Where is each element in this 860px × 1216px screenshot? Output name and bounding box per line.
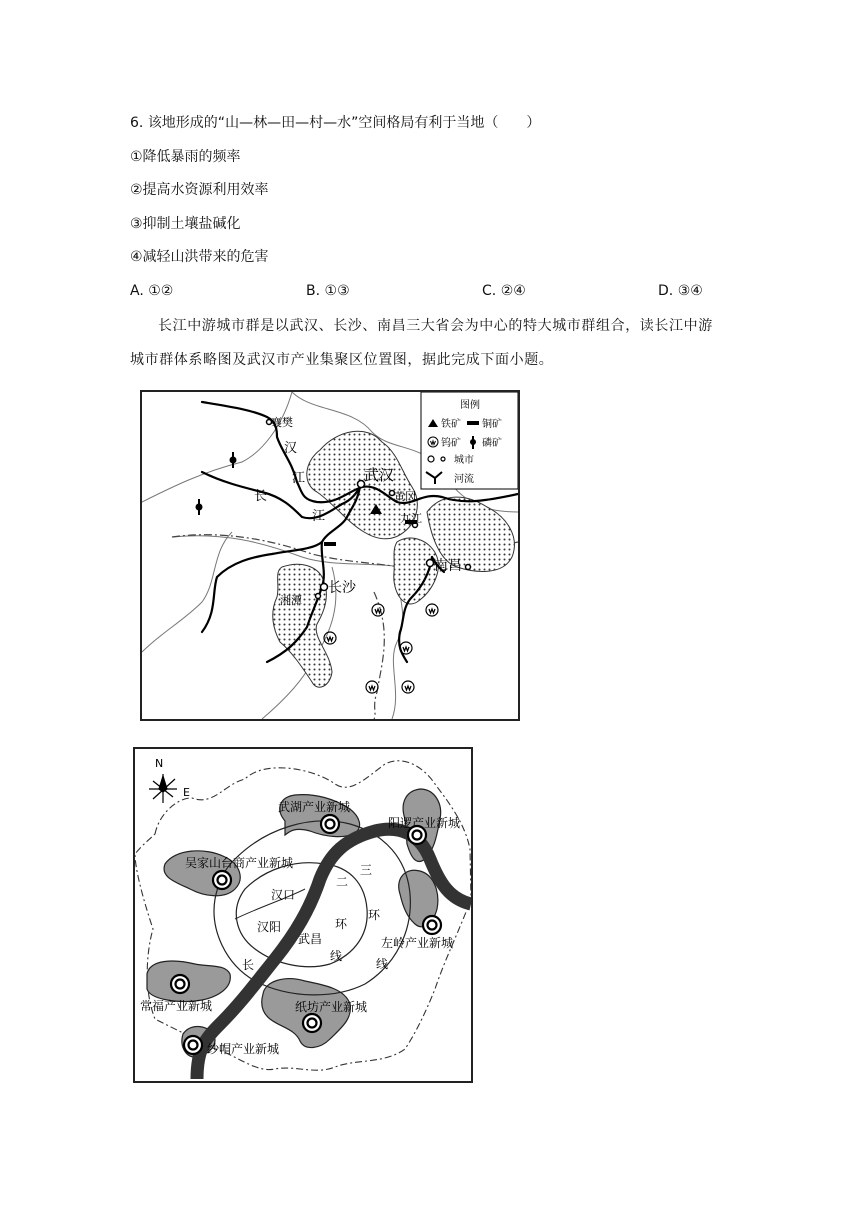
marker-zhifang xyxy=(303,1014,321,1032)
label-wuhan: 武汉 xyxy=(364,466,395,484)
option-d-label: D. xyxy=(658,283,674,299)
option-b[interactable] xyxy=(306,282,350,300)
compass-n: N xyxy=(155,757,164,770)
label-wujiashan: 吴家山台商产业新城 xyxy=(185,856,294,870)
label-zhifang: 纸坊产业新城 xyxy=(295,1000,368,1014)
label-shamao: 纱帽产业新城 xyxy=(207,1042,280,1056)
label-jiujiang: 九江 xyxy=(400,512,422,525)
legend-phosphorus: 磷矿 xyxy=(482,438,502,449)
question-stem xyxy=(130,114,540,132)
option-a-label: A. xyxy=(130,283,144,299)
city-cluster-map xyxy=(140,390,520,721)
statement-4: ④减轻山洪带来的危害 xyxy=(130,249,269,265)
label-san: 三 xyxy=(360,863,373,877)
option-c-label: C. xyxy=(482,283,497,299)
label-xian2: 线 xyxy=(376,957,389,971)
label-changfu: 常福产业新城 xyxy=(140,999,213,1013)
label-nanchang: 南昌 xyxy=(434,558,462,574)
compass-icon xyxy=(149,774,177,803)
legend-river: 河流 xyxy=(454,474,474,485)
label-huan1: 环 xyxy=(335,917,348,931)
option-c[interactable] xyxy=(482,282,526,300)
legend-copper-icon xyxy=(467,421,479,425)
option-a-text: ①② xyxy=(148,283,174,299)
label-chang: 长 xyxy=(254,489,268,504)
label-yangluo: 阳逻产业新城 xyxy=(388,816,461,830)
marker-wuhu xyxy=(321,815,339,833)
label-xian1: 线 xyxy=(330,949,343,963)
statement-1: ①降低暴雨的频率 xyxy=(130,149,241,165)
city-marker-changsha xyxy=(321,584,328,591)
label-huan2: 环 xyxy=(368,908,381,922)
option-d[interactable] xyxy=(658,282,703,300)
marker-wujiashan xyxy=(213,871,231,889)
label-han: 汉 xyxy=(284,441,298,456)
option-a[interactable] xyxy=(130,282,173,300)
label-chang: 长 xyxy=(242,958,255,972)
legend-iron: 铁矿 xyxy=(441,419,461,430)
legend-tungsten: 钨矿 xyxy=(441,438,461,449)
question-number: 6. xyxy=(130,115,144,131)
label-huanggang: 黄冈 xyxy=(394,490,416,503)
city-marker-nanchang-east xyxy=(466,565,471,570)
marker-zuoling xyxy=(423,916,441,934)
option-d-text: ③④ xyxy=(677,283,703,299)
statement-3: ③抑制土壤盐碱化 xyxy=(130,216,241,232)
option-c-text: ②④ xyxy=(500,283,526,299)
compass-e: E xyxy=(183,786,190,799)
label-hanyang: 汉阳 xyxy=(257,920,282,934)
label-changsha: 长沙 xyxy=(328,580,356,596)
option-b-text: ①③ xyxy=(324,283,350,299)
label-hankou: 汉口 xyxy=(271,888,296,902)
marker-changfu xyxy=(171,975,189,993)
option-b-label: B. xyxy=(306,283,321,299)
legend xyxy=(421,392,518,489)
question-text: 该地形成的“山—林—田—村—水”空间格局有利于当地（ ） xyxy=(147,115,541,131)
legend-city: 城市 xyxy=(454,455,474,466)
marker-shamao xyxy=(184,1036,202,1054)
label-jiang1: 江 xyxy=(292,471,306,486)
label-zuoling: 左岭产业新城 xyxy=(381,936,454,950)
intro-line-2: 城市群体系略图及武汉市产业集聚区位置图，据此完成下面小题。 xyxy=(130,352,554,368)
label-wuchang: 武昌 xyxy=(298,932,323,946)
tungsten-mines xyxy=(324,604,438,693)
label-xiangtan: 湘潭 xyxy=(280,594,302,607)
statement-2: ②提高水资源利用效率 xyxy=(130,182,269,198)
label-wuhu: 武湖产业新城 xyxy=(278,800,351,814)
intro-line-1: 长江中游城市群是以武汉、长沙、南昌三大省会为中心的特大城市群组合，读长江中游 xyxy=(158,318,713,334)
city-marker-xiangtan xyxy=(316,594,321,599)
legend-title: 图例 xyxy=(460,400,480,411)
label-er: 二 xyxy=(336,875,349,889)
label-jiang2: 江 xyxy=(312,509,326,524)
city-marker-nanchang xyxy=(427,560,434,567)
legend-copper: 铜矿 xyxy=(482,419,502,430)
wuhan-industry-map xyxy=(133,747,473,1083)
label-xiangfan: 襄樊 xyxy=(271,416,293,429)
